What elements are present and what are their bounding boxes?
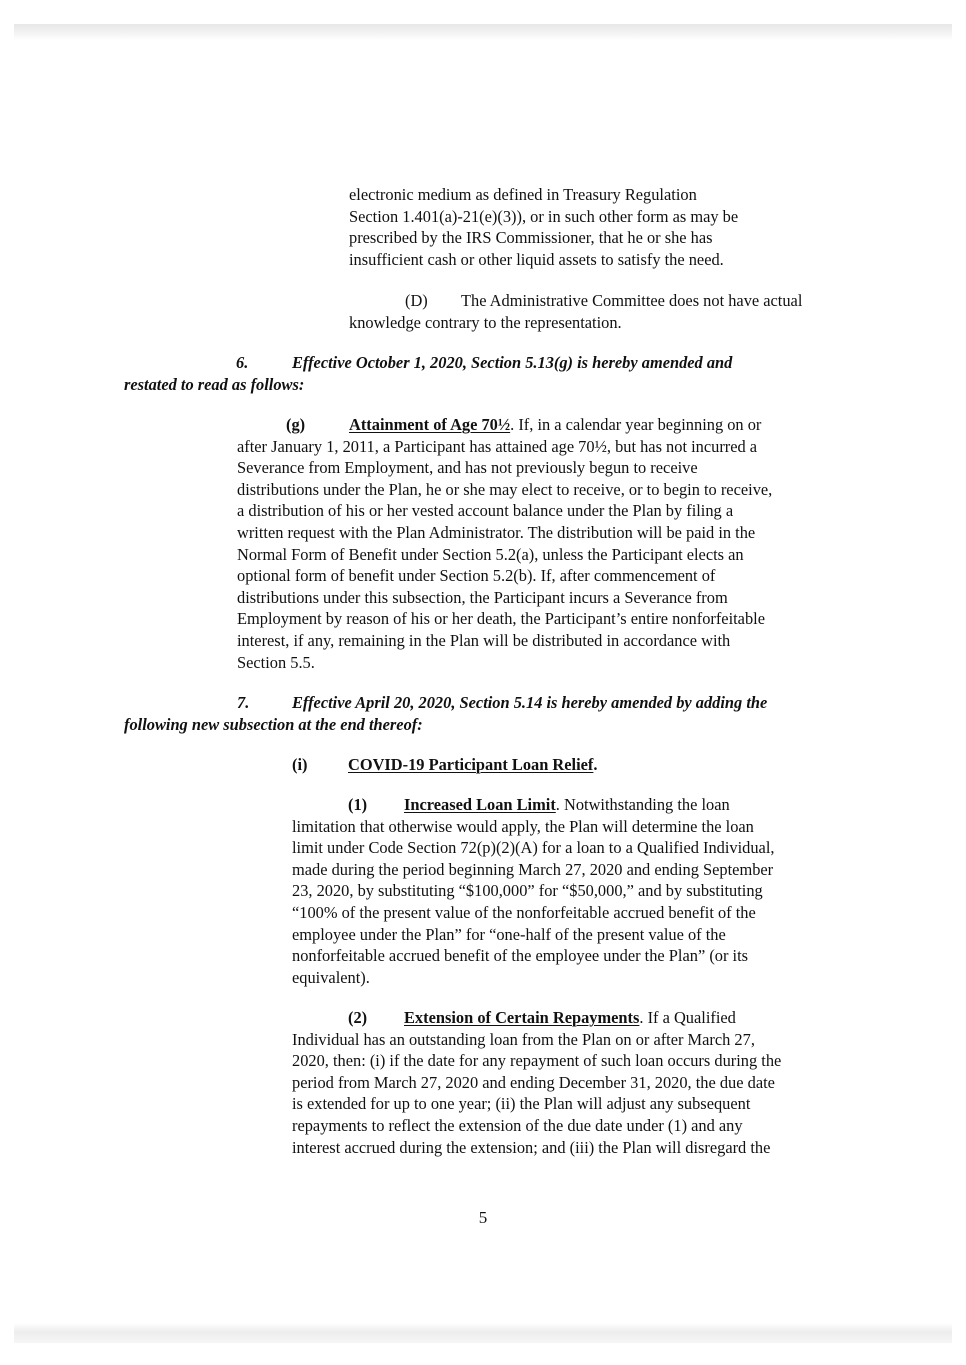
item-1-first-line: . Notwithstanding the loan [555, 795, 730, 814]
text-line: period from March 27, 2020 and ending December 31, 2020, the due date [292, 1072, 775, 1092]
subsection-g [237, 414, 772, 673]
text-line: distributions under the Plan, he or she may elect to receive, or to begin to receive, [237, 479, 773, 499]
amendment-7-number: 7. [237, 693, 250, 712]
subsection-i-label: (i) [292, 755, 308, 774]
text-line: is extended for up to one year; (ii) the Plan will adjust any subsequent [292, 1094, 751, 1114]
item-d-line1: The Administrative Committee does not have actual [461, 291, 803, 310]
text-line [292, 794, 774, 816]
text-line: made during the period beginning March 27, 2020 and ending September [292, 859, 774, 879]
amendment-7-heading [124, 692, 767, 735]
text-line: Severance from Employment, and has not previously begun to receive [237, 458, 698, 478]
text-line [124, 692, 767, 714]
amendment-6-number: 6. [236, 353, 249, 372]
item-2-title: Extension of Certain Repayments [404, 1008, 640, 1027]
text-line: a distribution of his or her vested account balance under the Plan by filing a [237, 501, 734, 521]
amendment-6-line1: Effective October 1, 2020, Section 5.13(g) is hereby amended and [292, 353, 733, 372]
text-line: limitation that otherwise would apply, the Plan will determine the loan [292, 816, 754, 836]
amendment-7-line2: following new subsection at the end thereof: [124, 714, 423, 734]
text-line: electronic medium as defined in Treasury Regulation [349, 185, 697, 204]
text-line: interest, if any, remaining in the Plan will be distributed in accordance with [237, 630, 731, 650]
text-line [292, 1007, 781, 1029]
text-line: limit under Code Section 72(p)(2)(A) for a loan to a Qualified Individual, [292, 838, 775, 858]
amendment-6-heading [124, 352, 732, 395]
text-line [349, 290, 802, 312]
text-line: distributions under this subsection, the Participant incurs a Severance from [237, 587, 728, 607]
amendment-6-line2: restated to read as follows: [124, 374, 305, 394]
amendment-7-line1: Effective April 20, 2020, Section 5.14 is hereby amended by adding the [292, 693, 768, 712]
item-2-label: (2) [348, 1008, 368, 1027]
item-1-label: (1) [348, 795, 368, 814]
subsection-g-title: Attainment of Age 70½ [349, 415, 511, 434]
text-line: employee under the Plan” for “one-half of the present value of the [292, 924, 726, 944]
item-d-line2: knowledge contrary to the representation. [349, 312, 622, 332]
item-d-paragraph [349, 290, 802, 333]
subsection-i-title: COVID-19 Participant Loan Relief [348, 755, 594, 774]
subsection-g-label: (g) [286, 415, 306, 434]
text-line: Individual has an outstanding loan from the Plan on or after March 27, [292, 1029, 755, 1049]
text-line: “100% of the present value of the nonforfeitable accrued benefit of the [292, 902, 756, 922]
item-d-label: (D) [405, 291, 428, 310]
text-line: Section 1.401(a)-21(e)(3)), or in such other form as may be [349, 206, 739, 226]
text-line: interest accrued during the extension; and (iii) the Plan will disregard the [292, 1137, 771, 1157]
text-line: 2020, then: (i) if the date for any repayment of such loan occurs during the [292, 1051, 782, 1071]
item-2-paragraph [292, 1007, 781, 1158]
item-1-title: Increased Loan Limit [404, 795, 556, 814]
item-2-first-line: . If a Qualified [639, 1008, 736, 1027]
subsection-i-period: . [593, 755, 598, 774]
text-line: nonforfeitable accrued benefit of the employee under the Plan” (or its [292, 946, 749, 966]
text-line: equivalent). [292, 967, 370, 987]
text-line: 23, 2020, by substituting “$100,000” for “$50,000,” and by substituting [292, 881, 763, 901]
text-line: written request with the Plan Administrator. The distribution will be paid in the [237, 522, 756, 542]
item-1-paragraph [292, 794, 774, 988]
text-line [292, 754, 598, 776]
subsection-g-first-line: . If, in a calendar year beginning on or [510, 415, 762, 434]
scan-edge-top [14, 24, 952, 40]
text-line: repayments to reflect the extension of the due date under (1) and any [292, 1115, 743, 1135]
text-line [124, 352, 732, 374]
text-line: prescribed by the IRS Commissioner, that he or she has [349, 228, 713, 248]
continuation-paragraph [349, 184, 738, 270]
text-line [237, 414, 772, 436]
text-line: Section 5.5. [237, 652, 315, 672]
text-line: Normal Form of Benefit under Section 5.2(a), unless the Participant elects an [237, 544, 744, 564]
text-line: after January 1, 2011, a Participant has attained age 70½, but has not incurred a [237, 436, 758, 456]
subsection-i-heading [292, 754, 598, 776]
scan-edge-bottom [14, 1323, 952, 1343]
text-line: Employment by reason of his or her death, the Participant’s entire nonforfeitable [237, 609, 765, 629]
text-line: optional form of benefit under Section 5.2(b). If, after commencement of [237, 566, 716, 586]
text-line: insufficient cash or other liquid assets to satisfy the need. [349, 249, 724, 269]
page-number: 5 [478, 1208, 488, 1227]
